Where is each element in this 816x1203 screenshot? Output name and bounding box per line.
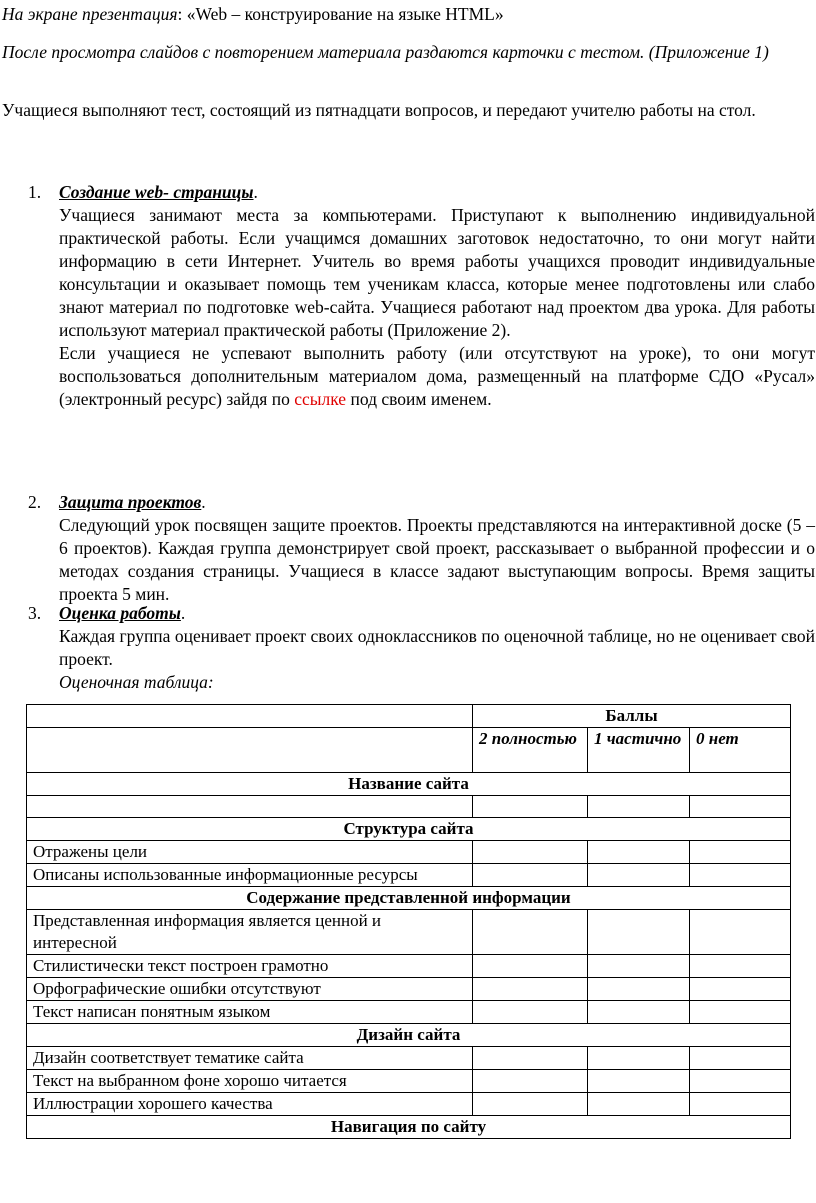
section-title: Дизайн сайта: [27, 1024, 791, 1047]
section-row: [27, 773, 791, 796]
table-row: [27, 1070, 791, 1093]
score-cell: [473, 796, 588, 818]
section-row: [27, 1024, 791, 1047]
link-ssylke[interactable]: ссылке: [294, 389, 347, 409]
criterion-cell: Отражены цели: [27, 841, 473, 864]
scores-header: Баллы: [473, 705, 791, 728]
score-cell: [690, 1047, 791, 1070]
col-full-score: 2 полностью: [473, 728, 588, 773]
section-row: [27, 1116, 791, 1139]
table-caption: Оценочная таблица:: [59, 672, 214, 692]
score-cell: [588, 910, 690, 955]
criterion-cell: Текст на выбранном фоне хорошо читается: [27, 1070, 473, 1093]
presentation-title: : «Web – конструирование на языке HTML»: [177, 4, 504, 24]
criterion-cell: Иллюстрации хорошего качества: [27, 1093, 473, 1116]
score-cell: [690, 978, 791, 1001]
col-partial-score: 1 частично: [588, 728, 690, 773]
score-cell: [588, 1047, 690, 1070]
list-item-project-defense: [59, 491, 815, 606]
presentation-line: [2, 3, 814, 26]
score-cell: [690, 841, 791, 864]
item-paragraph-extra: [59, 342, 815, 411]
score-cell: [588, 864, 690, 887]
item-title-end: .: [201, 492, 206, 512]
item-title: Создание web- страницы: [59, 182, 254, 202]
score-cell: [588, 841, 690, 864]
table-header-row: [27, 705, 791, 728]
score-cell: [588, 796, 690, 818]
item-title: Оценка работы: [59, 603, 181, 623]
list-item-evaluation: [59, 602, 815, 694]
score-cell: [473, 1001, 588, 1024]
score-cell: [588, 1070, 690, 1093]
score-cell: [690, 955, 791, 978]
item-heading: [59, 602, 815, 625]
item-number: 1.: [28, 182, 42, 202]
item-number: 2.: [28, 492, 42, 512]
score-cell: [690, 1001, 791, 1024]
criterion-cell: Описаны использованные информационные ресурсы: [27, 864, 473, 887]
section-title: Структура сайта: [27, 818, 791, 841]
list-item-create-page: [59, 181, 815, 411]
table-row: [27, 978, 791, 1001]
criterion-cell: Стилистически текст построен грамотно: [27, 955, 473, 978]
item-paragraph: Следующий урок посвящен защите проектов. Проекты представляются на интерактивной доске (5 – 6 проектов). Каждая группа демонстрирует свой проект, рассказывает о выбранной профессии и о методах создания страницы. Учащиеся в классе задают выступающим вопросы. Время защиты проекта 5 мин.: [59, 515, 815, 604]
paragraph-text: Если учащиеся не успевают выполнить работу (или отсутствуют на уроке), то они могут воспользоваться дополнительным материалом дома, размещенный на платформе СДО «Русал» (электронный ресурс) зайдя по: [59, 343, 815, 409]
table-row: [27, 1093, 791, 1116]
intro-cards-note: После просмотра слайдов с повторением материала раздаются карточки с тестом. (Приложение 1): [2, 42, 769, 62]
score-cell: [588, 1093, 690, 1116]
score-cell: [473, 910, 588, 955]
criterion-cell: [27, 796, 473, 818]
score-cell: [473, 955, 588, 978]
score-cell: [473, 841, 588, 864]
score-cell: [588, 1001, 690, 1024]
section-row: [27, 887, 791, 910]
item-title-end: .: [180, 603, 186, 623]
criterion-cell: Орфографические ошибки отсутствуют: [27, 978, 473, 1001]
score-cell: [690, 864, 791, 887]
table-row: [27, 955, 791, 978]
criterion-cell: Представленная информация является ценной и интересной: [27, 910, 473, 955]
item-heading: [59, 181, 815, 204]
table-row: [27, 841, 791, 864]
table-row: [27, 864, 791, 887]
score-cell: [690, 1093, 791, 1116]
section-row: [27, 818, 791, 841]
section-title: Навигация по сайту: [27, 1116, 791, 1139]
table-row: [27, 1047, 791, 1070]
item-title-end: .: [253, 182, 258, 202]
col-no-score: 0 нет: [690, 728, 791, 773]
paragraph-text-end: под своим именем.: [346, 389, 492, 409]
score-cell: [690, 910, 791, 955]
item-title: Защита проектов: [59, 492, 202, 512]
score-cell: [690, 1070, 791, 1093]
score-cell: [588, 978, 690, 1001]
evaluation-table: [26, 704, 791, 1139]
section-title: Название сайта: [27, 773, 791, 796]
section-title: Содержание представленной информации: [27, 887, 791, 910]
table-cell: [27, 728, 473, 773]
table-row: [27, 796, 791, 818]
criterion-cell: Текст написан понятным языком: [27, 1001, 473, 1024]
presentation-label: На экране презентация: [2, 4, 178, 24]
item-paragraph: Каждая группа оценивает проект своих одноклассников по оценочной таблице, но не оценивает свой проект.: [59, 626, 815, 669]
item-heading: [59, 491, 815, 514]
intro-test-note: Учащиеся выполняют тест, состоящий из пятнадцати вопросов, и передают учителю работы на стол.: [2, 100, 756, 120]
score-cell: [473, 864, 588, 887]
score-cell: [473, 1047, 588, 1070]
table-subheader-row: [27, 728, 791, 773]
score-cell: [690, 796, 791, 818]
score-cell: [473, 1070, 588, 1093]
item-paragraph: Учащиеся занимают места за компьютерами. Приступают к выполнению индивидуальной практической работы. Если учащимся домашних заготовок недостаточно, то они могут найти информацию в сети Интернет. Учитель во время работы учащихся проводит индивидуальные консультации и оказывает помощь тем ученикам класса, которые менее подготовлены или слабо знают материал по подготовке web-сайта. Учащиеся работают над проектом два урока. Для работы используют материал практической работы (Приложение 2).: [59, 205, 815, 340]
table-cell: [27, 705, 473, 728]
score-cell: [473, 1093, 588, 1116]
table-row: [27, 1001, 791, 1024]
criterion-cell: Дизайн соответствует тематике сайта: [27, 1047, 473, 1070]
item-number: 3.: [28, 603, 42, 623]
score-cell: [588, 955, 690, 978]
score-cell: [473, 978, 588, 1001]
table-row: [27, 910, 791, 955]
